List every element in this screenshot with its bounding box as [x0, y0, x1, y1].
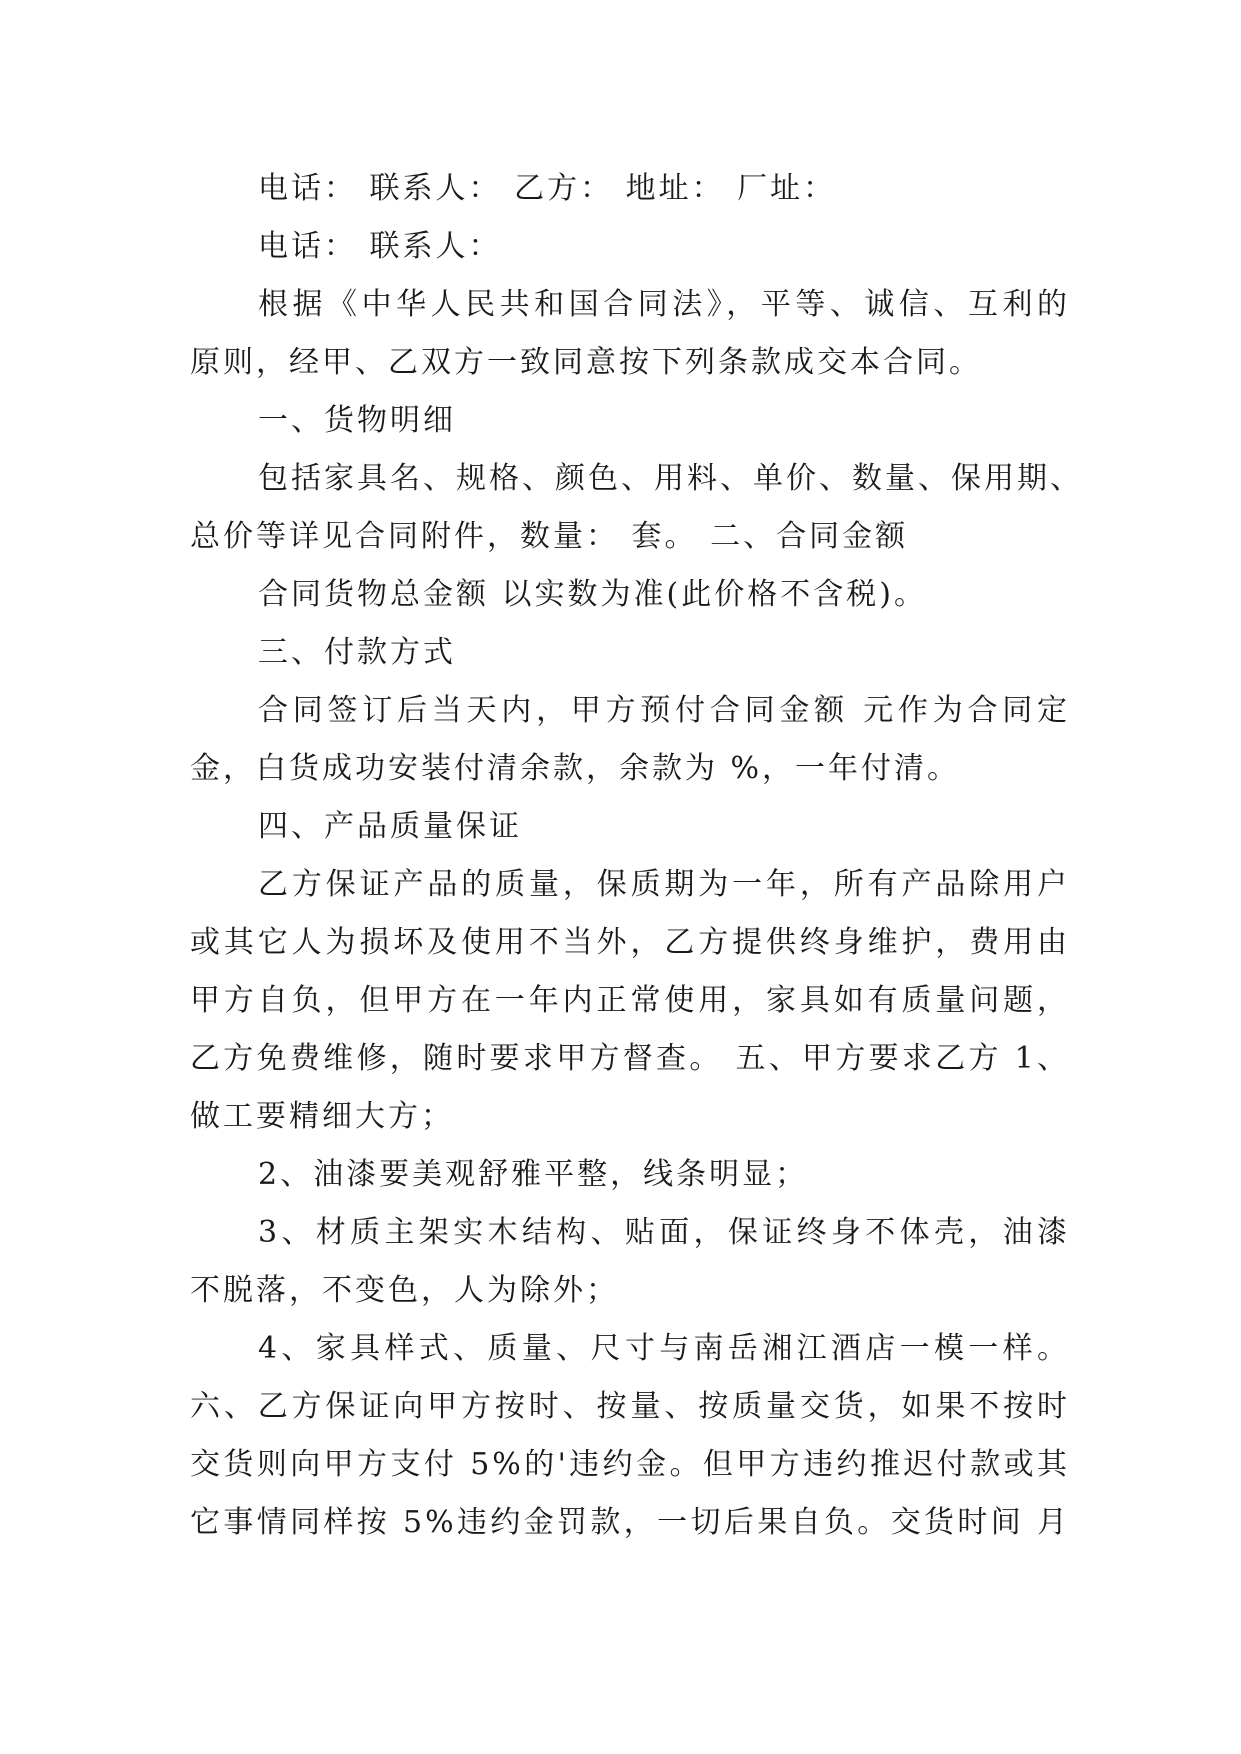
text-line: 做工要精细大方； — [190, 1099, 454, 1134]
text-line: 不脱落，不变色，人为除外； — [190, 1273, 619, 1308]
text-line: 或其它人为损坏及使用不当外，乙方提供终身维护，费用由 — [190, 925, 1070, 960]
text-line: 3、材质主架实木结构、贴面，保证终身不体壳，油漆 — [258, 1215, 1070, 1250]
text-line: 原则，经甲、乙双方一致同意按下列条款成交本合同。 — [190, 345, 982, 380]
text-line: 总价等详见合同附件，数量： 套。 二、合同金额 — [190, 519, 909, 554]
text-line: 六、乙方保证向甲方按时、按量、按质量交货，如果不按时 — [190, 1389, 1070, 1424]
text-line: 一、货物明细 — [258, 403, 456, 438]
text-line: 四、产品质量保证 — [258, 809, 522, 844]
text-line: 电话： 联系人： — [258, 229, 502, 264]
text-line: 乙方免费维修，随时要求甲方督查。 五、甲方要求乙方 1、 — [190, 1041, 1070, 1076]
text-line: 合同货物总金额 以实数为准(此价格不含税)。 — [258, 577, 927, 612]
text-line: 乙方保证产品的质量，保质期为一年，所有产品除用户 — [258, 867, 1070, 902]
text-line: 三、付款方式 — [258, 635, 456, 670]
text-line: 交货则向甲方支付 5%的'违约金。但甲方违约推迟付款或其 — [190, 1447, 1070, 1482]
text-line: 金，白货成功安装付清余款，余款为 %，一年付清。 — [190, 751, 961, 786]
text-line: 根据《中华人民共和国合同法》，平等、诚信、互利的 — [258, 287, 1070, 322]
text-line: 它事情同样按 5%违约金罚款，一切后果自负。交货时间 月 — [190, 1505, 1070, 1540]
contract-body — [190, 160, 1083, 1552]
text-line: 甲方自负，但甲方在一年内正常使用，家具如有质量问题， — [190, 983, 1070, 1018]
text-line: 包括家具名、规格、颜色、用料、单价、数量、保用期、 — [258, 461, 1083, 496]
text-line: 电话： 联系人： 乙方： 地址： 厂址： — [258, 171, 837, 206]
text-line: 4、家具样式、质量、尺寸与南岳湘江酒店一模一样。 — [258, 1331, 1070, 1366]
text-line: 合同签订后当天内，甲方预付合同金额 元作为合同定 — [258, 693, 1070, 728]
text-line: 2、油漆要美观舒雅平整，线条明显； — [258, 1157, 809, 1192]
